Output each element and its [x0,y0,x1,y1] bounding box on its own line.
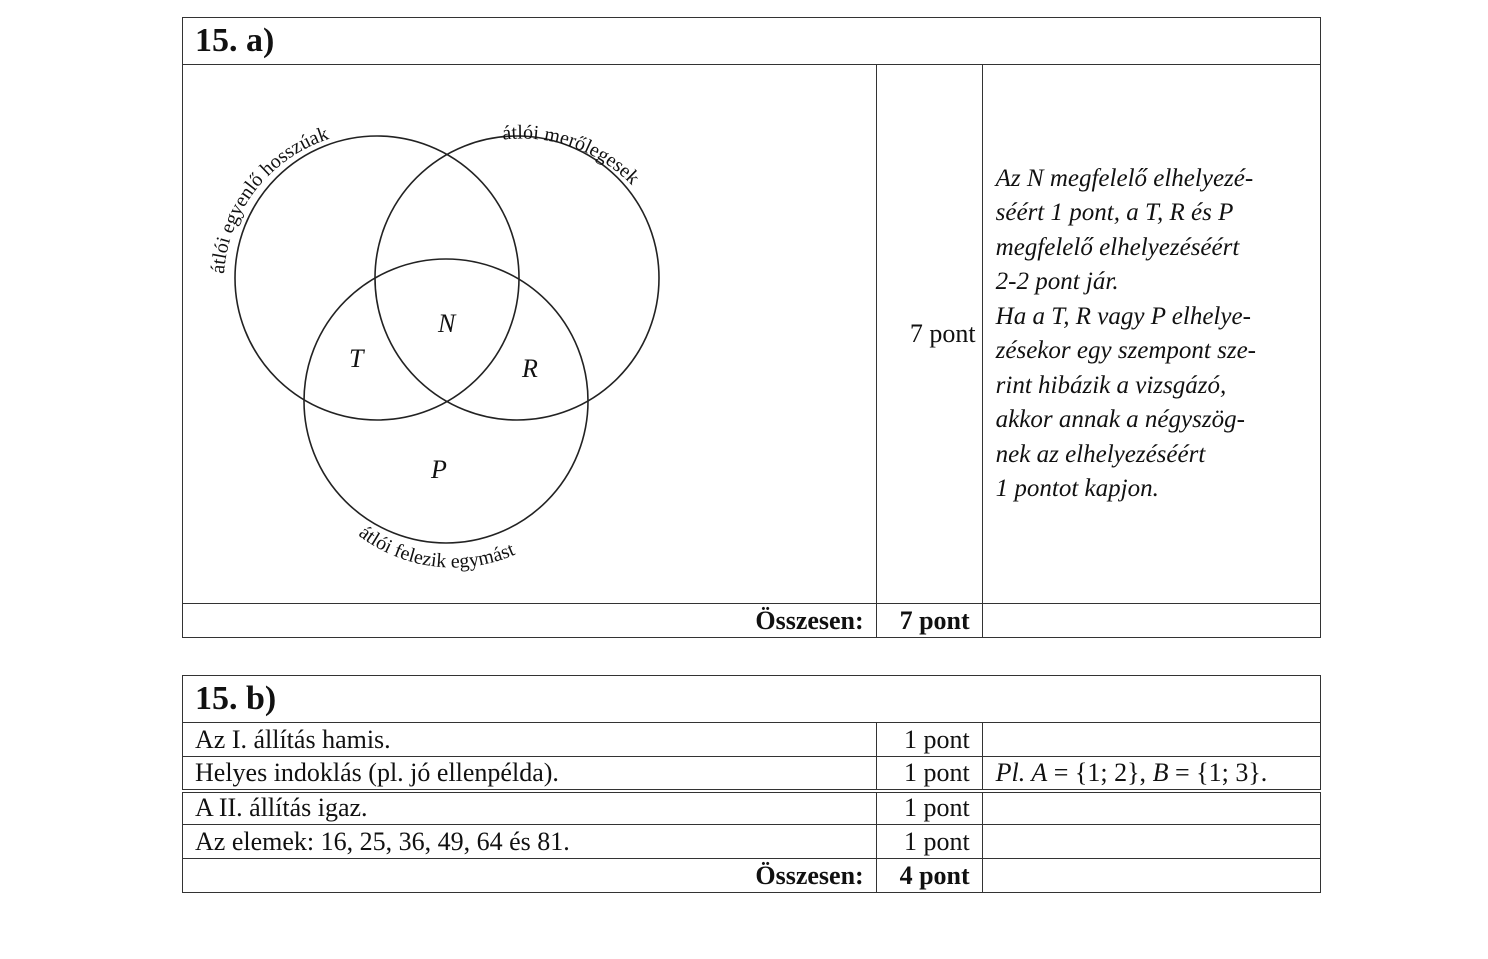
region-label-T: T [349,344,364,373]
label-equal-diagonals: átlói egyenlő hosszúak [207,122,332,275]
table-row [183,825,1321,859]
note-line: Az N megfelelő elhelyezé- [995,164,1254,192]
total-note-empty [982,859,1320,893]
note-line: 1 pontot kapjon. [995,475,1159,502]
table-row [183,723,1321,757]
note-line: rint hibázik a vizsgázó, [995,371,1227,399]
region-label-P: P [431,455,447,484]
criterion-text: Helyes indoklás (pl. jó ellenpélda). [183,757,877,791]
points-value: 1 pont [876,757,982,791]
grading-table-15a [182,17,1321,638]
table-row [183,791,1321,825]
note-line: nek az elhelyezéséért [995,440,1206,468]
label-perpendicular-diagonals: átlói merőlegesek [501,121,644,189]
criterion-note [982,791,1320,825]
venn-diagram-cell [183,65,877,604]
section-title: 15. a) [183,18,1321,65]
points-value: 1 pont [876,825,982,859]
total-note-empty [982,604,1320,638]
criterion-note: Pl. A = {1; 2}, B = {1; 3}. [982,757,1320,791]
note-line: akkor annak a négyszög- [995,406,1245,433]
table-row [183,757,1321,791]
criterion-text: Az I. állítás hamis. [183,723,877,757]
section-title: 15. b) [183,676,1321,723]
note-line: zésekor egy szempont sze- [995,337,1257,364]
total-label: Összesen: [183,859,877,893]
points-value: 1 pont [876,723,982,757]
total-value: 7 pont [876,604,982,638]
venn-diagram [183,65,855,603]
criterion-text: A II. állítás igaz. [183,791,877,825]
grading-table-15b [182,675,1321,893]
total-value: 4 pont [876,859,982,893]
total-label: Összesen: [183,604,877,638]
label-bisecting-diagonals: átlói felezik egymást [354,521,518,573]
region-label-R: R [522,354,538,383]
circle-equal-diagonals [235,136,519,420]
points-value: 7 pont [876,65,982,604]
criterion-text: Az elemek: 16, 25, 36, 49, 64 és 81. [183,825,877,859]
note-line: megfelelő elhelyezéséért [995,233,1240,261]
region-label-N: N [438,309,456,338]
points-value: 1 pont [876,791,982,825]
note-line: séért 1 pont, a T, R és P [995,199,1234,226]
grading-note [982,65,1320,604]
criterion-note [982,723,1320,757]
note-line: Ha a T, R vagy P elhelye- [995,302,1251,330]
criterion-note [982,825,1320,859]
note-line: 2-2 pont jár. [995,268,1119,295]
